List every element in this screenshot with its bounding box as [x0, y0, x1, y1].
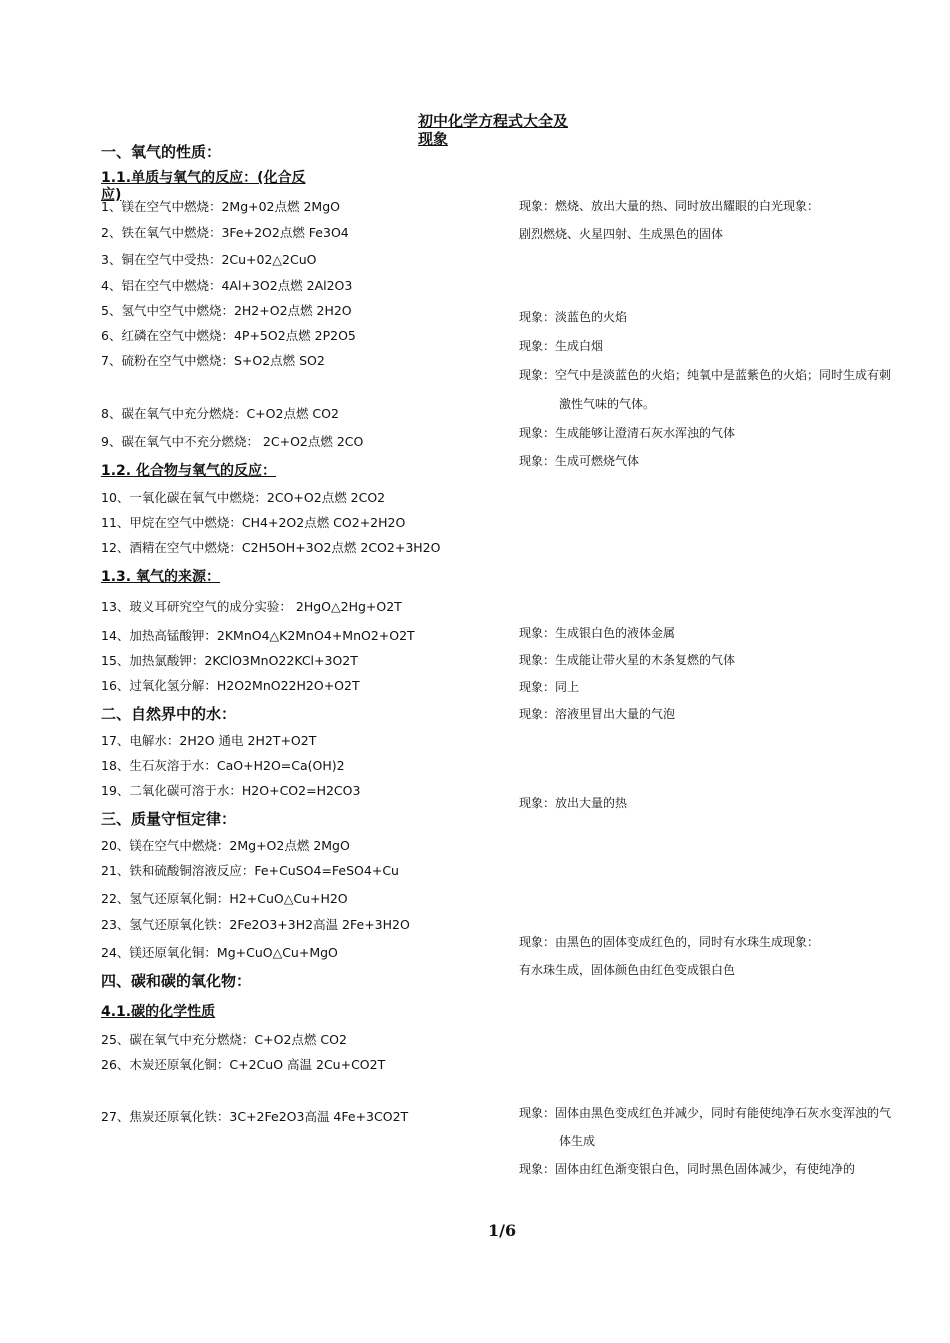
- phenomenon-text: 剧烈燃烧、火星四射、生成黑色的固体: [519, 227, 724, 241]
- phenomenon-text: 现象：同上: [519, 680, 580, 694]
- phenomenon-text: 现象：生成白烟: [519, 339, 604, 353]
- equation-24: 24、镁还原氧化铜：Mg+CuO△Cu+MgO: [101, 945, 338, 960]
- phenomenon-text: 现象：放出大量的热: [519, 796, 628, 810]
- equation-22: 22、氢气还原氧化铜：H2+CuO△Cu+H2O: [101, 891, 348, 906]
- phenomenon-text: 有水珠生成，固体颜色由红色变成银白色: [519, 963, 736, 977]
- phenomenon-text: 现象：生成银白色的液体金属: [519, 626, 676, 640]
- equation-23: 23、氢气还原氧化铁：2Fe2O3+3H2高温 2Fe+3H2O: [101, 917, 410, 932]
- phenomenon-text: 现象：生成可燃烧气体: [519, 454, 640, 468]
- equation-8: 8、碳在氧气中充分燃烧：C+O2点燃 CO2: [101, 406, 339, 421]
- equation-4: 4、铝在空气中燃烧：4Al+3O2点燃 2Al2O3: [101, 278, 353, 293]
- equation-5: 5、氢气中空气中燃烧：2H2+O2点燃 2H2O: [101, 303, 352, 318]
- phenomenon-text: 现象：固体由黑色变成红色并减少，同时有能使纯净石灰水变浑浊的气: [519, 1106, 892, 1120]
- equation-12: 12、酒精在空气中燃烧：C2H5OH+3O2点燃 2CO2+3H2O: [101, 540, 441, 555]
- equation-3: 3、铜在空气中受热：2Cu+02△2CuO: [101, 252, 317, 267]
- equation-27: 27、焦炭还原氧化铁：3C+2Fe2O3高温 4Fe+3CO2T: [101, 1109, 409, 1124]
- phenomenon-text: 体生成: [559, 1134, 596, 1148]
- equation-25: 25、碳在氧气中充分燃烧：C+O2点燃 CO2: [101, 1032, 347, 1047]
- equation-11: 11、甲烷在空气中燃烧：CH4+2O2点燃 CO2+2H2O: [101, 515, 406, 530]
- phenomenon-text: 现象：固体由红色渐变银白色，同时黑色固体减少，有使纯净的: [519, 1162, 856, 1176]
- equation-16: 16、过氧化氢分解：H2O2MnO22H2O+O2T: [101, 678, 360, 693]
- equation-14: 14、加热高锰酸钾：2KMnO4△K2MnO4+MnO2+O2T: [101, 628, 415, 643]
- page-number: 1/6: [488, 1221, 517, 1240]
- subsection-heading-4-1: 4.1.碳的化学性质: [101, 1004, 216, 1020]
- document-title-line1: 初中化学方程式大全及: [418, 112, 569, 130]
- section-heading-mass-conservation: 三、质量守恒定律：: [101, 810, 237, 828]
- equation-19: 19、二氧化碳可溶于水：H2O+CO2=H2CO3: [101, 783, 361, 798]
- equation-2: 2、铁在氧气中燃烧：3Fe+2O2点燃 Fe3O4: [101, 225, 349, 240]
- equation-17: 17、电解水：2H2O 通电 2H2T+O2T: [101, 733, 317, 748]
- subsection-heading-1-1-cont: 应): [101, 187, 122, 203]
- section-heading-oxygen-properties: 一、氧气的性质：: [101, 143, 222, 161]
- equation-13: 13、玻义耳研究空气的成分实验： 2HgO△2Hg+O2T: [101, 599, 402, 614]
- equation-6: 6、红磷在空气中燃烧：4P+5O2点燃 2P2O5: [101, 328, 356, 343]
- equation-21: 21、铁和硫酸铜溶液反应：Fe+CuSO4=FeSO4+Cu: [101, 863, 399, 878]
- equation-9: 9、碳在氧气中不充分燃烧： 2C+O2点燃 2CO: [101, 434, 364, 449]
- phenomenon-text: 现象：由黑色的固体变成红色的，同时有水珠生成现象：: [519, 935, 820, 949]
- equation-18: 18、生石灰溶于水：CaO+H2O=Ca(OH)2: [101, 758, 345, 773]
- phenomenon-text: 激性气味的气体。: [559, 397, 656, 411]
- section-heading-carbon: 四、碳和碳的氧化物：: [101, 972, 252, 990]
- phenomenon-text: 现象：燃烧、放出大量的热、同时放出耀眼的白光现象：: [519, 199, 820, 213]
- equation-10: 10、一氧化碳在氧气中燃烧：2CO+O2点燃 2CO2: [101, 490, 386, 505]
- phenomenon-text: 现象：淡蓝色的火焰: [519, 310, 628, 324]
- equation-26: 26、木炭还原氧化铜：C+2CuO 高温 2Cu+CO2T: [101, 1057, 386, 1072]
- phenomenon-text: 现象：空气中是淡蓝色的火焰；纯氧中是蓝紫色的火焰；同时生成有刺: [519, 368, 892, 382]
- document-title-line2: 现象: [418, 130, 449, 148]
- section-heading-natural-water: 二、自然界中的水：: [101, 705, 237, 723]
- equation-15: 15、加热氯酸钾：2KClO3MnO22KCl+3O2T: [101, 653, 358, 668]
- phenomenon-text: 现象：生成能够让澄清石灰水浑浊的气体: [519, 426, 736, 440]
- subsection-heading-1-2: 1.2. 化合物与氧气的反应：: [101, 463, 276, 479]
- equation-1: 1、镁在空气中燃烧：2Mg+02点燃 2MgO: [101, 199, 340, 214]
- phenomenon-text: 现象：溶液里冒出大量的气泡: [519, 707, 676, 721]
- phenomenon-text: 现象：生成能让带火星的木条复燃的气体: [519, 653, 736, 667]
- subsection-heading-1-3: 1.3. 氧气的来源：: [101, 569, 220, 585]
- equation-20: 20、镁在空气中燃烧：2Mg+O2点燃 2MgO: [101, 838, 350, 853]
- subsection-heading-1-1: 1.1.单质与氧气的反应：(化合反: [101, 170, 306, 186]
- equation-7: 7、硫粉在空气中燃烧：S+O2点燃 SO2: [101, 353, 325, 368]
